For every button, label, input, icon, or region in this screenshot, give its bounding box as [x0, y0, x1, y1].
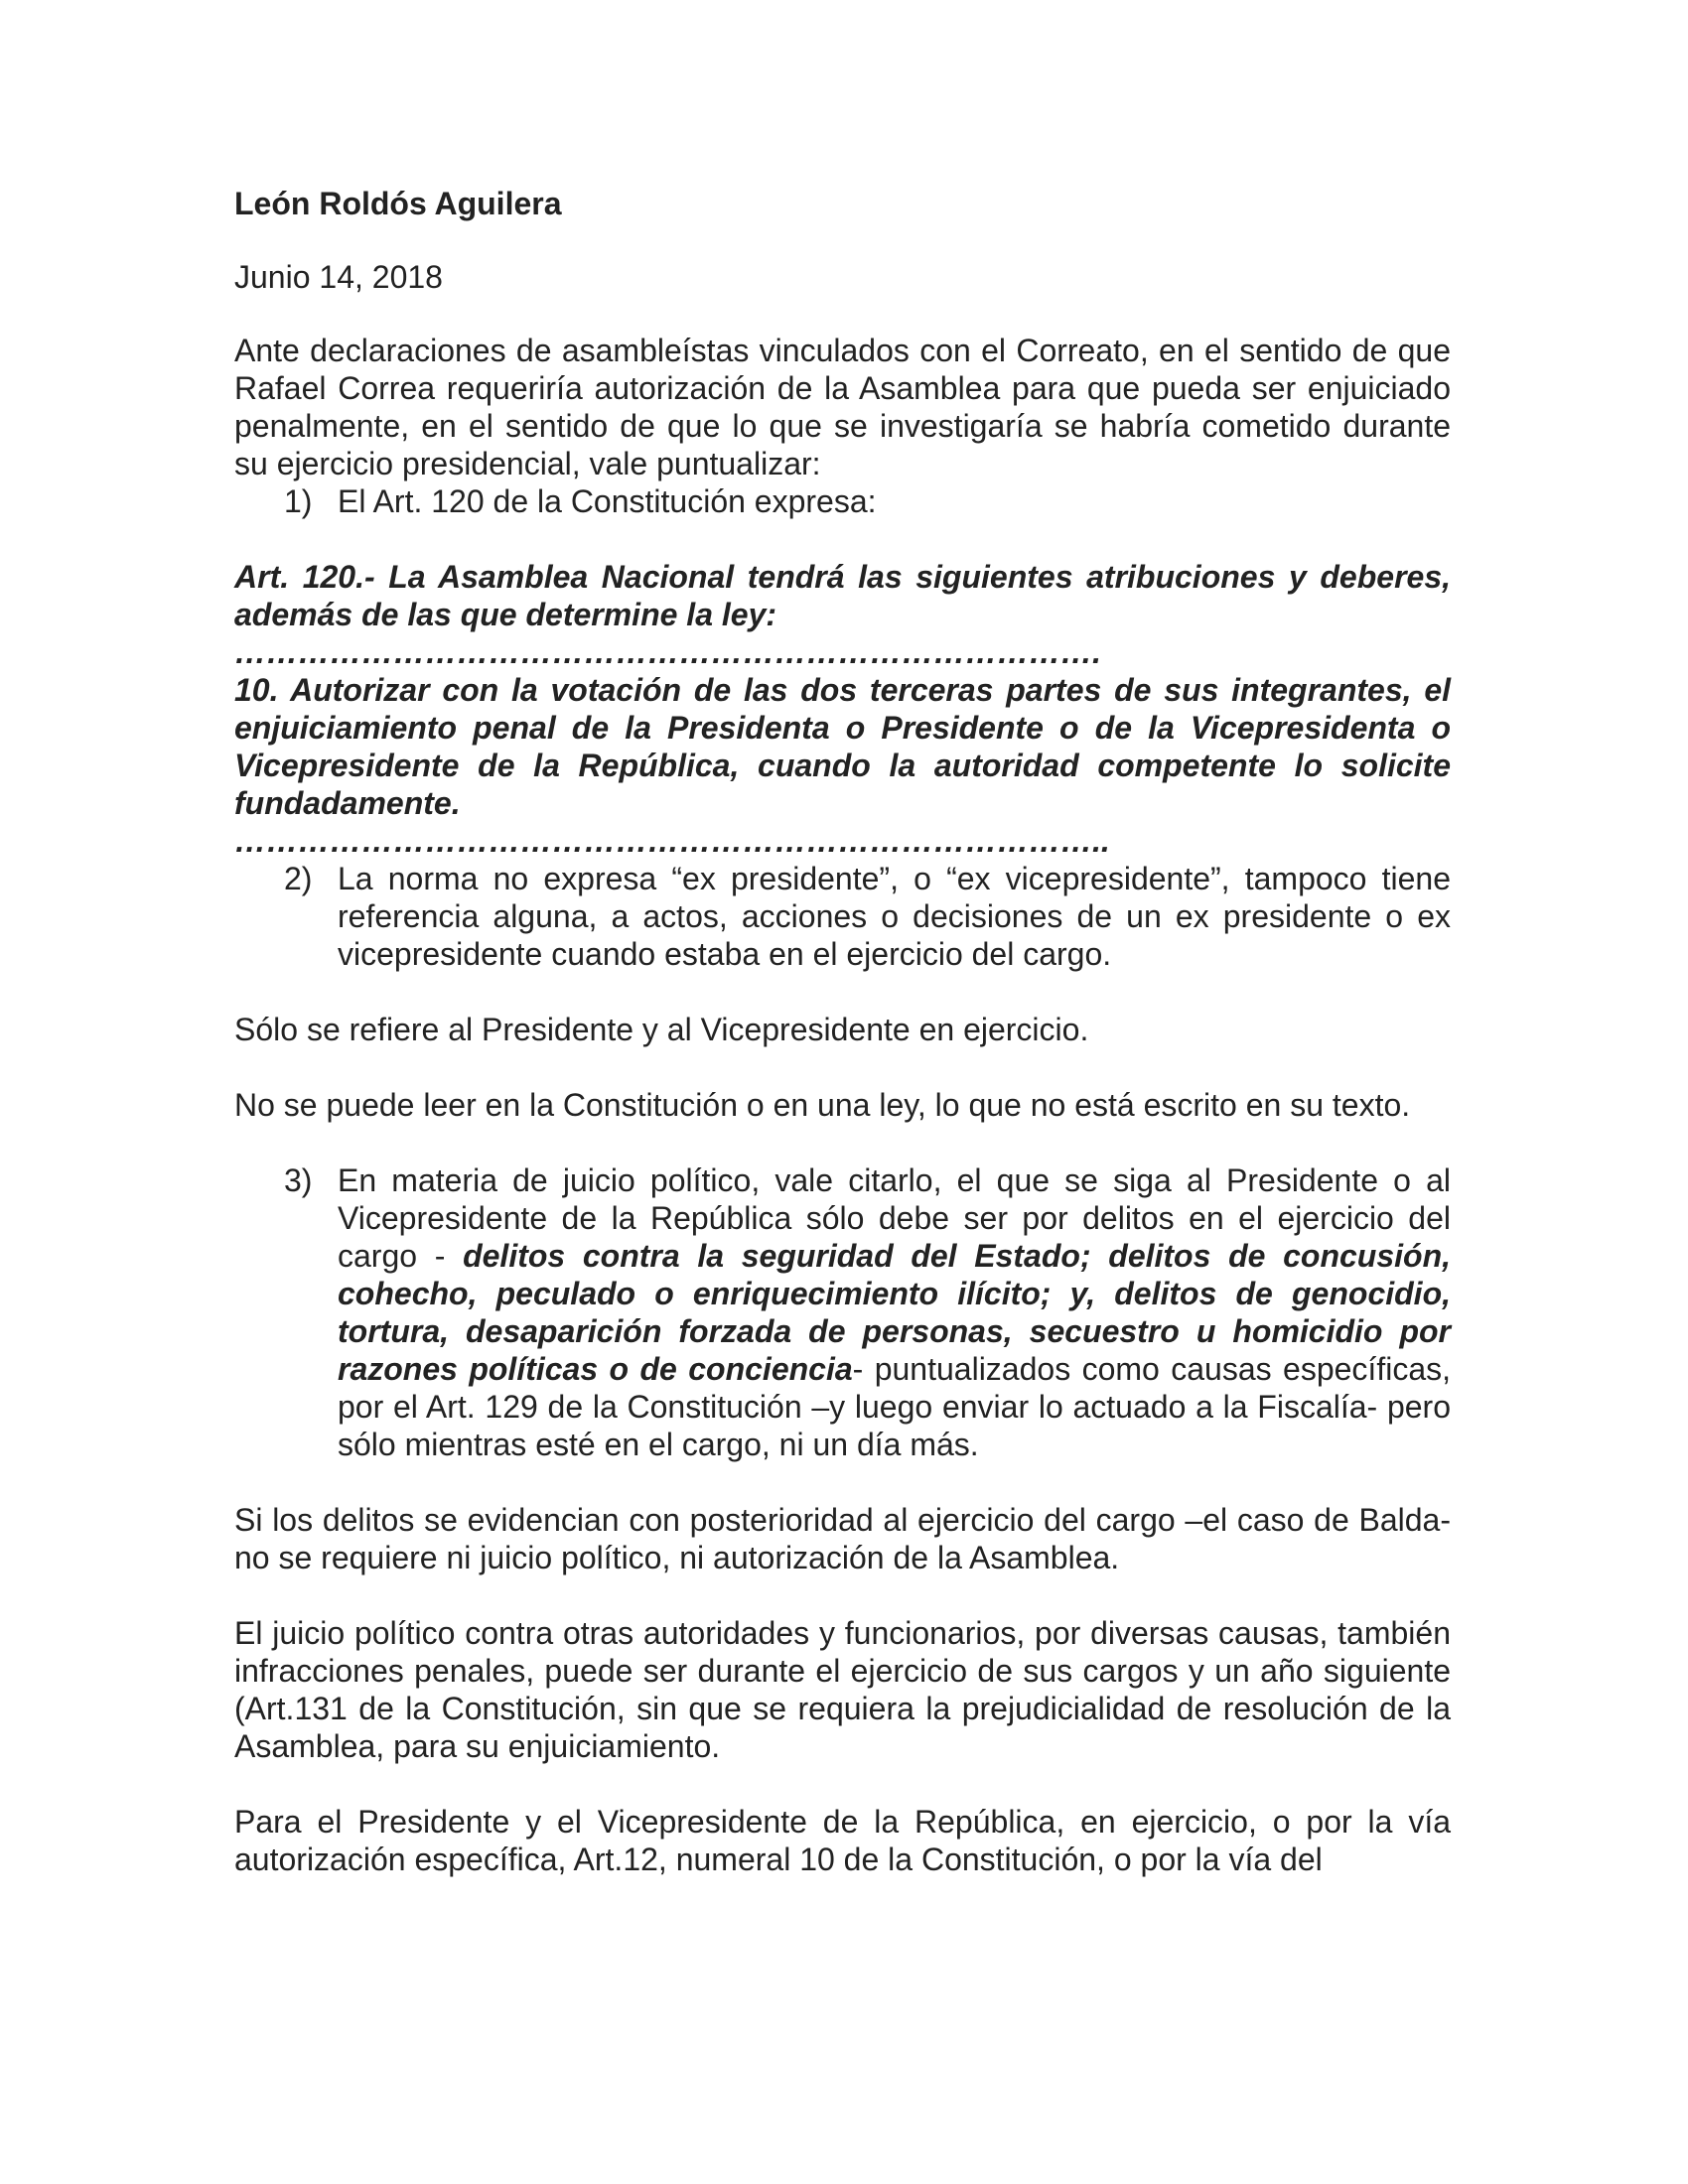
list-number: 2) [284, 861, 313, 896]
paragraph-final: Para el Presidente y el Vicepresidente de la República, en ejercicio, o por la vía autorización específica, Art.12, numeral 10 de la Constitución, o por la vía del [234, 1804, 1451, 1877]
paragraph-si-delitos: Si los delitos se evidencian con posterioridad al ejercicio del cargo –el caso de Balda- no se requiere ni juicio político, ni autorización de la Asamblea. [234, 1502, 1451, 1575]
document-date: Junio 14, 2018 [234, 259, 443, 295]
quote-ellipsis-top: ………………………………………………………………………. [234, 634, 1101, 670]
item3-text-after: - puntualizados como causas específicas, por el Art. 129 de la Constitución –y luego enviar lo actuado a la Fiscalía- pero sólo mientras esté en el cargo, ni un día más. [338, 1351, 1452, 1462]
quote-heading: Art. 120.- La Asamblea Nacional tendrá las siguientes atribuciones y deberes, además de las que determine la ley: [234, 559, 1451, 632]
list-item-1 [234, 482, 1451, 520]
quote-ellipsis-bottom: ……………………………………………………………………….. [234, 823, 1110, 859]
quote-numeral-10: 10. Autorizar con la votación de las dos terceras partes de sus integrantes, el enjuiciamiento penal de la Presidenta o Presidente o de la Vicepresidenta o Vicepresidente de la República, cuando la autoridad competente lo solicite fundadamente. [234, 672, 1451, 821]
list-item-text: La norma no expresa “ex presidente”, o “ex vicepresidente”, tampoco tiene referencia alguna, a actos, acciones o decisiones de un ex presidente o ex vicepresidente cuando estaba en el ejercicio del cargo. [338, 861, 1451, 972]
paragraph-no-puede: No se puede leer en la Constitución o en una ley, lo que no está escrito en su texto. [234, 1087, 1411, 1123]
list-item-text: El Art. 120 de la Constitución expresa: [338, 483, 877, 519]
list-item-3 [234, 1161, 1451, 1463]
list-item-2 [234, 860, 1451, 973]
paragraph-solo: Sólo se refiere al Presidente y al Vicepresidente en ejercicio. [234, 1012, 1089, 1047]
item3-text-before: En materia de juicio político, vale citarlo, el que se siga al Presidente o al Vicepresidente de la República sólo debe ser por delitos en el ejercicio del cargo - [338, 1162, 1451, 1274]
list-number: 1) [284, 483, 313, 519]
list-number: 3) [284, 1162, 313, 1198]
author-name: León Roldós Aguilera [234, 186, 562, 221]
paragraph-juicio-politico: El juicio político contra otras autoridades y funcionarios, por diversas causas, también infracciones penales, puede ser durante el ejercicio de sus cargos y un año siguiente (Art.131 de la Constitución, sin que se requiera la prejudicialidad de resolución de la Asamblea, para su enjuiciamiento. [234, 1615, 1451, 1764]
intro-paragraph: Ante declaraciones de asambleístas vinculados con el Correato, en el sentido de que Rafael Correa requeriría autorización de la Asamblea para que pueda ser enjuiciado penalmente, en el sentido de que lo que se investigaría se habría cometido durante su ejercicio presidencial, vale puntualizar: [234, 333, 1451, 481]
list-item-text [338, 1161, 1451, 1463]
document-page [234, 185, 1451, 1878]
item3-text-bold: delitos contra la seguridad del Estado; delitos de concusión, cohecho, peculado o enriquecimiento ilícito; y, delitos de genocidio, tortura, desaparición forzada de personas, secuestro u homicidio por razones políticas o de conciencia [338, 1238, 1452, 1387]
